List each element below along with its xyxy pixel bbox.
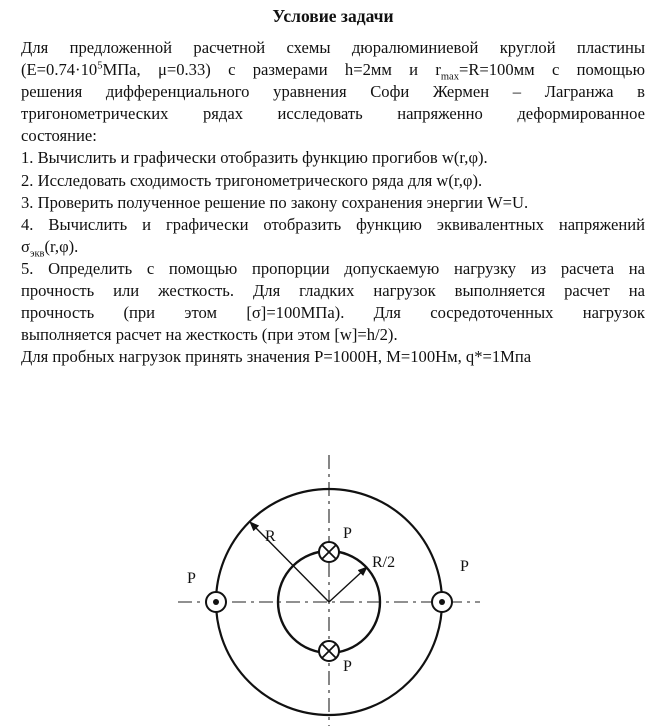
load-left-dot-icon [206,592,226,612]
task-item-1: 1. Вычислить и графически отобразить функцию прогибов w(r,φ). [21,148,488,168]
exponent: 5 [97,60,103,72]
intro-line-3: решения дифференциального уравнения Софи Жермен – Лагранжа в [21,82,645,102]
label-P-left: P [187,570,196,587]
intro-line-4: тригонометрических рядах исследовать напряженно деформированное [21,104,645,124]
task-item-4-line-1: 4. Вычислить и графически отобразить функцию эквивалентных напряжений [21,214,645,234]
final-line: Для пробных нагрузок принять значения P=1000Н, M=100Нм, q*=1Мпа [21,347,532,367]
subscript-ekv: экв [29,248,45,260]
load-right-dot-icon [432,592,452,612]
label-R-half: R/2 [372,554,396,571]
page-title: Условие задачи [272,6,394,26]
radius-arrow-R [250,522,329,602]
task-item-3: 3. Проверить полученное решение по закону сохранения энергии W=U. [21,192,529,212]
load-bottom-cross-icon [319,641,339,661]
label-P-top: P [343,525,352,542]
load-top-cross-icon [319,542,339,562]
task-item-4-line-2: $\sigma_{экв}(r,\varphi)$. [21,236,79,260]
task-item-5-line-3: прочность (при этом [σ]=100МПа). Для сосредоточенных нагрузок [21,303,645,323]
label-P-bottom: P [343,658,352,675]
plate-diagram [0,440,666,726]
problem-statement [21,37,645,368]
task-item-5-line-4: выполняется расчет на жесткость (при этом [w]=h/2). [21,325,398,345]
radius-arrow-R2 [329,567,367,602]
intro-line-5: состояние: [21,126,97,146]
task-item-5-line-2: прочность или жесткость. Для гладких нагрузок выполняется расчет на [21,281,645,301]
task-item-2: 2. Исследовать сходимость тригонометрического ряда для w(r,φ). [21,170,483,190]
subscript-max: max [440,71,459,83]
label-R: R [265,528,276,545]
task-item-5-line-1: 5. Определить с помощью пропорции допускаемую нагрузку из расчета на [21,258,645,278]
intro-line-1: Для предложенной расчетной схемы дюралюминиевой круглой пластины [21,38,645,57]
intro-line-2: ($E=0.74\cdot 10^5МПа$, μ=0.33) с размерами h=2мм и $r_{max}=R=100мм$ с помощью [21,60,645,83]
label-P-right: P [460,558,469,575]
